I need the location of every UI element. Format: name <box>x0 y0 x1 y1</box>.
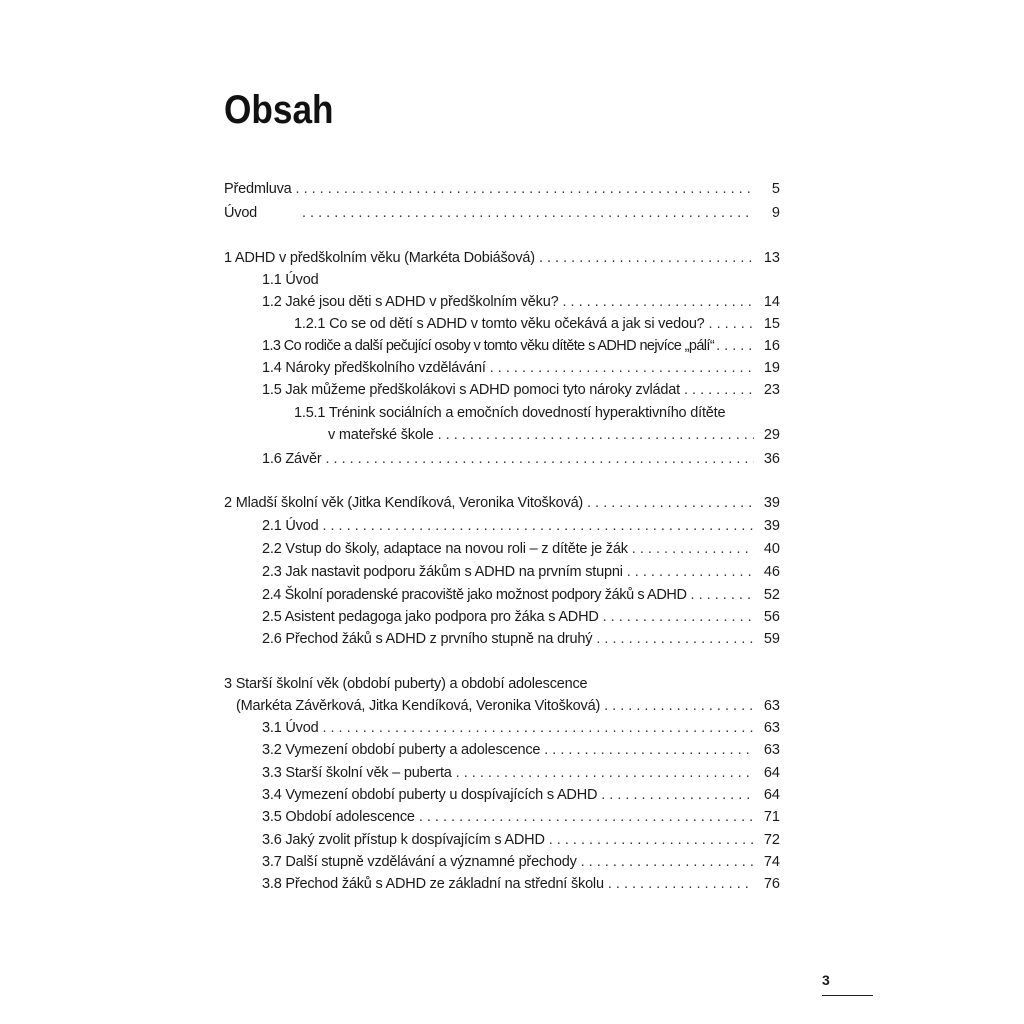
toc-section-1-3[interactable] <box>262 335 780 357</box>
dot-leader <box>716 335 756 357</box>
dot-leader <box>562 291 754 313</box>
toc-chapter-3-authors[interactable] <box>236 695 780 717</box>
toc-entry-label: 2.4 Školní poradenské pracoviště jako možnost podpory žáků s ADHD <box>262 587 687 603</box>
toc-entry-label: 2.6 Přechod žáků s ADHD z prvního stupně na druhý <box>262 631 593 647</box>
toc-entry-page: 39 <box>763 495 780 511</box>
toc-section-3-6[interactable] <box>262 829 780 851</box>
toc-section-3-3[interactable] <box>262 762 780 784</box>
toc-entry-label: 3.2 Vymezení období puberty a adolescence <box>262 742 541 758</box>
dot-leader <box>608 873 754 895</box>
toc-section-2-3[interactable] <box>262 561 780 583</box>
toc-entry-label: 3.8 Přechod žáků s ADHD ze základní na střední školu <box>262 876 604 892</box>
toc-entry-page: 23 <box>763 382 780 398</box>
toc-entry-page: 64 <box>763 765 780 781</box>
toc-entry-page: 14 <box>763 294 780 310</box>
toc-entry-page: 19 <box>763 360 780 376</box>
toc-entry-label: 1.4 Nároky předškolního vzdělávání <box>262 360 486 376</box>
dot-leader <box>603 606 754 628</box>
dot-leader <box>604 695 754 717</box>
dot-leader <box>490 357 754 379</box>
toc-entry-page: 72 <box>763 832 780 848</box>
dot-leader <box>684 379 754 401</box>
toc-section-1-2[interactable] <box>262 291 780 313</box>
toc-entry-label: 1 ADHD v předškolním věku (Markéta Dobiášová) <box>224 250 535 266</box>
toc-entry-label: 2.2 Vstup do školy, adaptace na novou roli – z dítěte je žák <box>262 541 628 557</box>
toc-section-1-4[interactable] <box>262 357 780 379</box>
toc-section-3-4[interactable] <box>262 784 780 806</box>
toc-chapter-2[interactable] <box>224 492 780 514</box>
toc-entry-label: (Markéta Závěrková, Jitka Kendíková, Veronika Vitošková) <box>236 698 601 714</box>
toc-entry-page: 76 <box>763 876 780 892</box>
toc-entry-label: 3.5 Období adolescence <box>262 809 415 825</box>
dot-leader <box>627 561 754 583</box>
toc-section-2-1[interactable] <box>262 515 780 537</box>
toc-entry-label: 3.7 Další stupně vzdělávání a významné přechody <box>262 854 577 870</box>
dot-leader <box>302 202 754 224</box>
toc-section-3-1[interactable] <box>262 717 780 739</box>
toc-entry-label: 1.5 Jak můžeme předškolákovi s ADHD pomoci tyto nároky zvládat <box>262 382 680 398</box>
toc-entry-label: 1.2.1 Co se od dětí s ADHD v tomto věku očekává a jak si vedou? <box>294 316 705 332</box>
toc-entry-label: 2.1 Úvod <box>262 518 319 534</box>
page-title: Obsah <box>224 88 334 132</box>
toc-section-1-1[interactable]: 1.1 Úvod <box>262 272 319 288</box>
toc-entry-page: 39 <box>763 518 780 534</box>
toc-entry-label: 2.3 Jak nastavit podporu žákům s ADHD na prvním stupni <box>262 564 623 580</box>
dot-leader <box>581 851 754 873</box>
toc-entry-uvod[interactable] <box>224 202 780 224</box>
dot-leader <box>596 628 754 650</box>
dot-leader <box>632 538 754 560</box>
toc-entry-page: 52 <box>763 587 780 603</box>
dot-leader <box>544 739 754 761</box>
dot-leader <box>325 448 754 470</box>
toc-entry-label: 1.3 Co rodiče a další pečující osoby v tomto věku dítěte s ADHD nejvíce „pálí“ <box>262 338 715 354</box>
toc-entry-page: 40 <box>763 541 780 557</box>
toc-entry-page: 63 <box>763 698 780 714</box>
toc-entry-page: 63 <box>763 742 780 758</box>
toc-section-2-5[interactable] <box>262 606 780 628</box>
toc-entry-label: 3.3 Starší školní věk – puberta <box>262 765 452 781</box>
dot-leader <box>322 515 754 537</box>
dot-leader <box>549 829 754 851</box>
toc-entry-predmluva[interactable] <box>224 178 780 200</box>
dot-leader <box>419 806 754 828</box>
page-number: 3 <box>822 972 830 988</box>
toc-section-3-5[interactable] <box>262 806 780 828</box>
toc-entry-page: 9 <box>771 205 780 221</box>
toc-entry-page: 5 <box>771 181 780 197</box>
toc-entry-label: 3.6 Jaký zvolit přístup k dospívajícím s ADHD <box>262 832 545 848</box>
toc-entry-page: 13 <box>763 250 780 266</box>
dot-leader <box>601 784 754 806</box>
toc-entry-page: 74 <box>763 854 780 870</box>
dot-leader <box>296 178 754 200</box>
toc-entry-label: 1.2 Jaké jsou děti s ADHD v předškolním věku? <box>262 294 559 310</box>
page-number-rule <box>822 995 873 996</box>
toc-entry-label: Předmluva <box>224 181 292 197</box>
dot-leader <box>587 492 754 514</box>
dot-leader <box>456 762 754 784</box>
toc-entry-page: 64 <box>763 787 780 803</box>
toc-section-2-6[interactable] <box>262 628 780 650</box>
toc-section-2-2[interactable] <box>262 538 780 560</box>
dot-leader <box>709 313 754 335</box>
toc-section-3-7[interactable] <box>262 851 780 873</box>
toc-entry-page: 16 <box>763 338 780 354</box>
toc-section-2-4[interactable] <box>262 584 780 606</box>
dot-leader <box>322 717 754 739</box>
toc-chapter-1[interactable] <box>224 247 780 269</box>
toc-section-3-8[interactable] <box>262 873 780 895</box>
toc-entry-page: 63 <box>763 720 780 736</box>
toc-entry-page: 15 <box>763 316 780 332</box>
toc-subsection-1-2-1[interactable] <box>294 313 780 335</box>
toc-entry-page: 59 <box>763 631 780 647</box>
toc-entry-label: 3.4 Vymezení období puberty u dospívajících s ADHD <box>262 787 598 803</box>
toc-entry-label: 1.6 Závěr <box>262 451 322 467</box>
toc-section-3-2[interactable] <box>262 739 780 761</box>
toc-subsection-1-5-1-cont[interactable] <box>328 424 780 446</box>
toc-section-1-5[interactable] <box>262 379 780 401</box>
toc-chapter-3[interactable]: 3 Starší školní věk (období puberty) a období adolescence <box>224 676 588 692</box>
toc-entry-page: 71 <box>763 809 780 825</box>
toc-entry-page: 56 <box>763 609 780 625</box>
toc-entry-label: 2 Mladší školní věk (Jitka Kendíková, Veronika Vitošková) <box>224 495 584 511</box>
toc-entry-label: 3.1 Úvod <box>262 720 319 736</box>
dot-leader <box>438 424 754 446</box>
toc-entry-label: Úvod <box>224 205 258 221</box>
toc-section-1-6[interactable] <box>262 448 780 470</box>
toc-entry-label: v mateřské škole <box>328 427 434 443</box>
toc-subsection-1-5-1[interactable]: 1.5.1 Trénink sociálních a emočních dovedností hyperaktivního dítěte <box>294 405 726 421</box>
toc-entry-page: 29 <box>763 427 780 443</box>
dot-leader <box>539 247 754 269</box>
toc-entry-label: 2.5 Asistent pedagoga jako podpora pro žáka s ADHD <box>262 609 599 625</box>
toc-entry-page: 36 <box>763 451 780 467</box>
dot-leader <box>691 584 754 606</box>
toc-entry-page: 46 <box>763 564 780 580</box>
